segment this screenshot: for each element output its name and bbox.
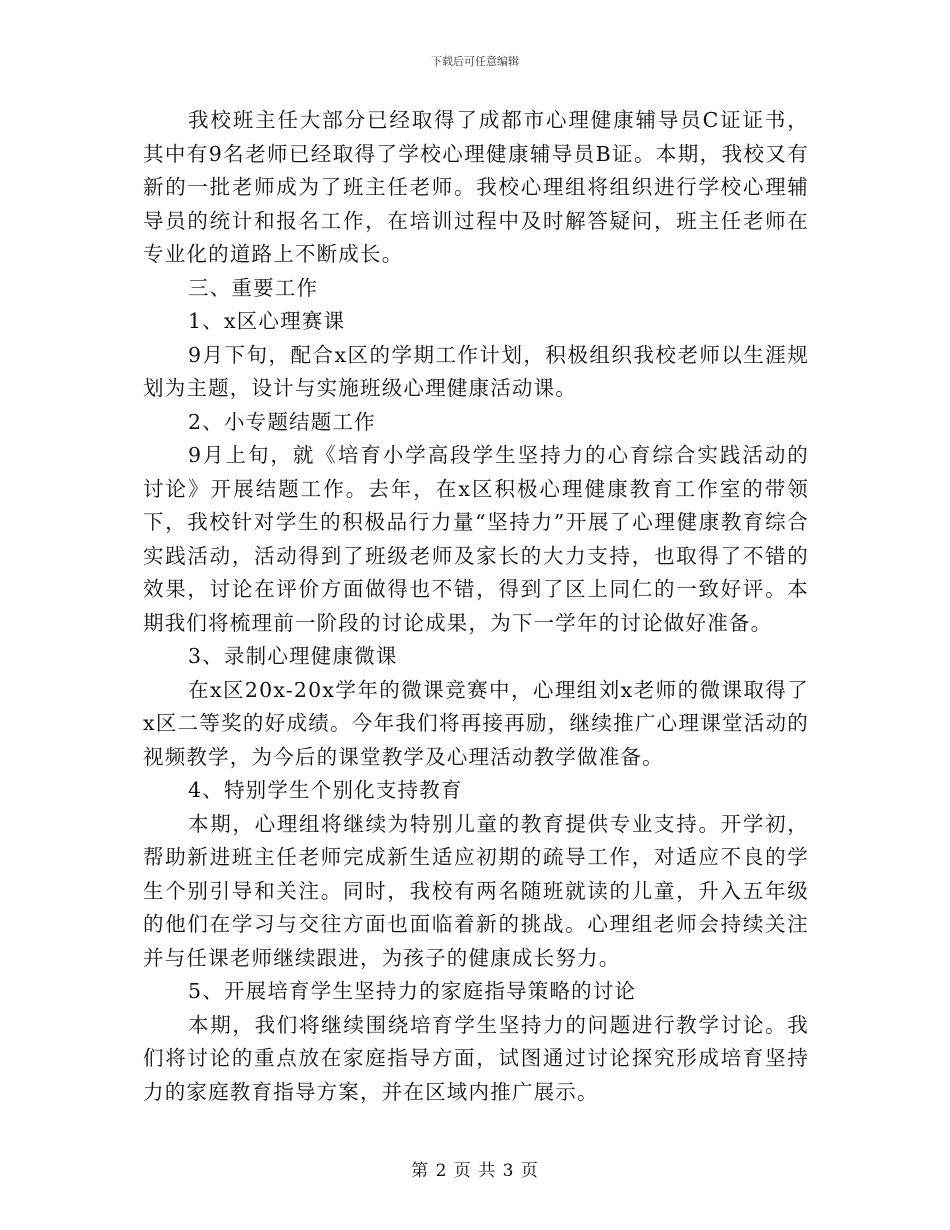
paragraph-item-3: 在x区20x-20x学年的微课竞赛中，心理组刘x老师的微课取得了x区二等奖的好成绩。今年我们将再接再励，继续推广心理课堂活动的视频教学，为今后的课堂教学及心理活动教学做准备。 <box>143 677 809 769</box>
item-heading-2: 2、小专题结题工作 <box>188 409 376 434</box>
paragraph-item-2: 9月上旬，就《培育小学高段学生坚持力的心育综合实践活动的讨论》开展结题工作。去年，在x区积极心理健康教育工作室的带领下，我校针对学生的积极品行力量“坚持力”开展了心理健康教育综合实践活动，活动得到了班级老师及家长的大力支持，也取得了不错的效果，讨论在评价方面做得也不错，得到了区上同仁的一致好评。本期我们将梳理前一阶段的讨论成果，为下一学年的讨论做好准备。 <box>143 443 809 635</box>
document-body <box>143 104 809 1109</box>
paragraph-teacher-certification: 我校班主任大部分已经取得了成都市心理健康辅导员C证证书，其中有9名老师已经取得了学校心理健康辅导员B证。本期，我校又有新的一批老师成为了班主任老师。我校心理组将组织进行学校心理辅导员的统计和报名工作，在培训过程中及时解答疑问，班主任老师在专业化的道路上不断成长。 <box>143 108 809 266</box>
paragraph-item-4: 本期，心理组将继续为特别儿童的教育提供专业支持。开学初，帮助新进班主任老师完成新生适应初期的疏导工作，对适应不良的学生个别引导和关注。同时，我校有两名随班就读的儿童，升入五年级的他们在学习与交往方面也面临着新的挑战。心理组老师会持续关注并与任课老师继续跟进，为孩子的健康成长努力。 <box>143 811 809 970</box>
page-header: 下载后可任意编辑 <box>431 55 519 68</box>
section-heading-key-work: 三、重要工作 <box>188 275 319 300</box>
paragraph-item-1: 9月下旬，配合x区的学期工作计划，积极组织我校老师以生涯规划为主题，设计与实施班级心理健康活动课。 <box>143 342 809 400</box>
item-heading-5: 5、开展培育学生坚持力的家庭指导策略的讨论 <box>188 979 637 1003</box>
item-heading-1: 1、x区心理赛课 <box>188 309 346 333</box>
paragraph-item-5: 本期，我们将继续围绕培育学生坚持力的问题进行教学讨论。我们将讨论的重点放在家庭指导方面，试图通过讨论探究形成培育坚持力的家庭教育指导方案，并在区域内推广展示。 <box>143 1012 809 1104</box>
page-number-footer: 第 2 页 共 3 页 <box>411 1161 539 1181</box>
item-heading-4: 4、特别学生个别化支持教育 <box>188 778 463 802</box>
item-heading-3: 3、录制心理健康微课 <box>188 644 398 668</box>
